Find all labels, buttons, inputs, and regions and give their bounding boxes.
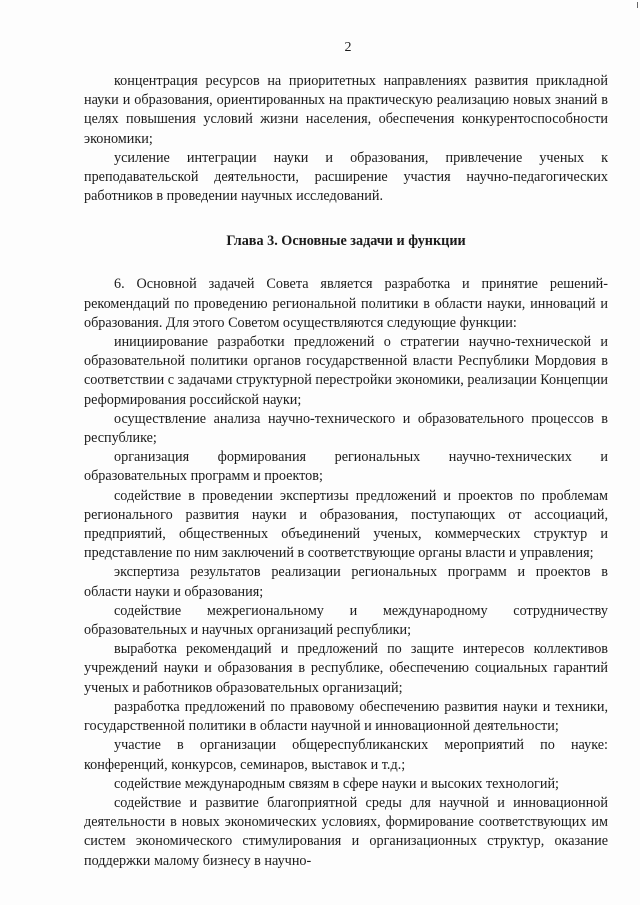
list-item: организация формирования региональных научно-технических и образовательных программ и проектов; xyxy=(84,449,608,485)
list-item: участие в организации общереспубликанских мероприятий по науке: конференций, конкурсов, семинаров, выставок и т.д.; xyxy=(84,737,608,773)
list-item: содействие в проведении экспертизы предложений и проектов по проблемам регионального развития науки и образования, поступающих от ассоциаций, предприятий, общественных объединений ученых, коммерческих структур и представление по ним заключений в соответствующие органы власти и управления; xyxy=(84,487,608,562)
page-number: 2 xyxy=(344,40,352,55)
list-item: экспертиза результатов реализации региональных программ и проектов в области науки и образования; xyxy=(84,564,608,600)
scan-edge-mark xyxy=(633,2,638,8)
list-item: разработка предложений по правовому обеспечению развития науки и техники, государственной политики в области научной и инновационной деятельности; xyxy=(84,698,608,735)
list-item: выработка рекомендаций и предложений по защите интересов коллективов учреждений науки и образования в республике, обеспечению социальных гарантий ученых и работников образовательных организаций; xyxy=(84,641,608,696)
chapter-heading: Глава 3. Основные задачи и функции xyxy=(226,233,466,250)
list-item: содействие и развитие благоприятной среды для научной и инновационной деятельности в новых экономических условиях, формирование соответствующих им систем экономического стимулирования и организационных структур, оказание поддержки малому бизнесу в научно- xyxy=(84,794,608,869)
list-item: осуществление анализа научно-технического и образовательного процессов в республике; xyxy=(84,410,608,447)
list-item: инициирование разработки предложений о стратегии научно-технической и образовательной политики органов государственной власти Республики Мордовия в соответствии с задачами структурной перестройки экономики, реализации Концепции реформирования российской науки; xyxy=(84,334,608,408)
paragraph: 6. Основной задачей Совета является разработка и принятие решений-рекомендаций по проведению региональной политики в области науки, инноваций и образования. Для этого Советом осуществляются следующие функции: xyxy=(84,276,608,331)
list-item: содействие межрегиональному и международному сотрудничеству образовательных и научных организаций республики; xyxy=(84,602,608,639)
paragraph: концентрация ресурсов на приоритетных направлениях развития прикладной науки и образования, ориентированных на практическую реализацию новых знаний в целях повышения условий жизни населения, обеспечения конкурентоспособности экономики; xyxy=(84,73,608,147)
list-item: содействие международным связям в сфере науки и высоких технологий; xyxy=(114,775,559,792)
paragraph: усиление интеграции науки и образования, привлечение ученых к преподавательской деятельности, расширение участия научно-педагогических работников в проведении научных исследований. xyxy=(84,149,608,205)
document-body xyxy=(84,72,608,871)
